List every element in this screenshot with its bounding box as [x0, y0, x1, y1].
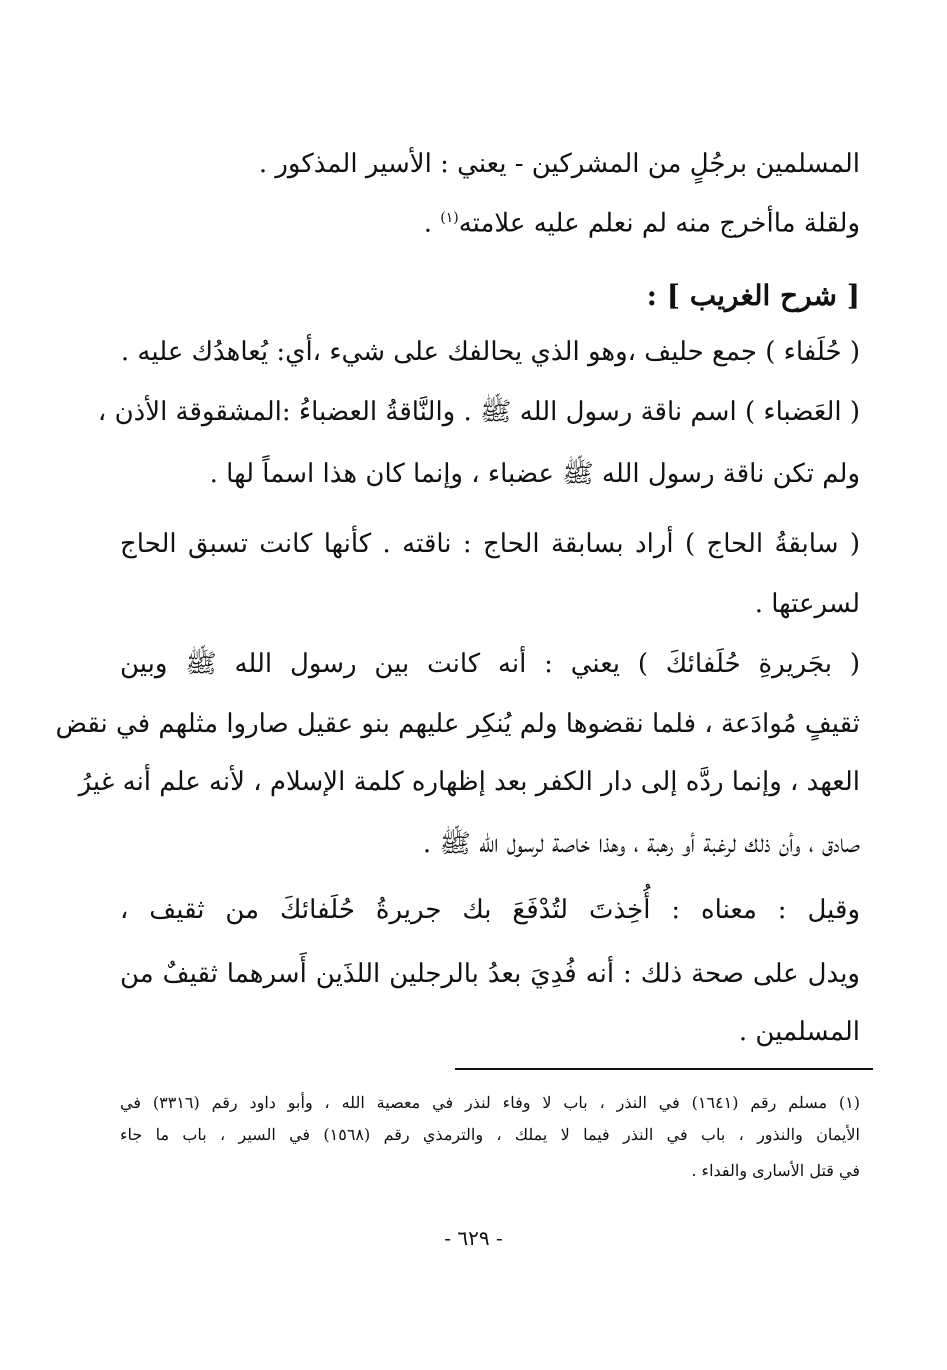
- footnote-line-3: في قتل الأسارى والفداء .: [691, 1161, 860, 1180]
- footnote-line-1: (١) مسلم رقم (١٦٤١) في النذر ، باب لا وفاء لنذر في معصية الله ، وأبو داود رقم (٣٣١٦) في: [120, 1093, 861, 1112]
- body-line-15: المسلمين .: [738, 1017, 860, 1047]
- page-number: - ٦٢٩ -: [444, 1226, 503, 1250]
- body-line-12: صادق ، وأن ذلك لرغبة أو رهبة ، وهذا خاصة لرسول الله ﷺ .: [422, 829, 860, 859]
- body-line-1: المسلمين برجُلٍ من المشركين - يعني : الأسير المذكور .: [258, 149, 860, 179]
- body-line-14: ويدل على صحة ذلك : أنه فُدِيَ بعدُ بالرجلين اللذَين أَسرهما ثقيفٌ من: [120, 959, 860, 989]
- body-line-11: العهد ، وإنما ردَّه إلى دار الكفر بعد إظهاره كلمة الإسلام ، لأنه علم أنه غيرُ: [78, 767, 860, 797]
- footnote-reference: (١): [440, 210, 459, 226]
- body-line-8: لسرعتها .: [754, 589, 860, 619]
- footnote-line-2: الأيمان والنذور ، باب في النذر فيما لا يملك ، والترمذي رقم (١٥٦٨) في السير ، باب ما جاء: [120, 1125, 861, 1144]
- body-line-13: وقيل : معناه : أُخِذتَ لتُدْفَعَ بك جريرةُ حُلَفائكَ من ثقيف ،: [120, 895, 861, 925]
- body-line-5: ( العَضباء ) اسم ناقة رسول الله ﷺ . والنَّاقةُ العضباءُ :المشقوقة الأذن ،: [97, 397, 860, 427]
- body-line-4: ( حُلَفاء ) جمع حليف ،وهو الذي يحالفك على شيء ،أي: يُعاهدُك عليه .: [120, 337, 860, 367]
- body-line-2: ولقلة ماأخرج منه لم نعلم عليه علامته$^{(١)}$ .: [423, 208, 860, 239]
- body-line-9: ( بجَريرةِ حُلَفائكَ ) يعني : أنه كانت بين رسول الله ﷺ وبين: [120, 649, 860, 679]
- body-line-7: ( سابقةُ الحاج ) أراد بسابقة الحاج : ناقته . كأنها كانت تسبق الحاج: [120, 529, 860, 559]
- footnotes: [55, 0, 861, 1200]
- section-heading: [ شرح الغريب ] :: [646, 279, 860, 312]
- body-line-6: ولم تكن ناقة رسول الله ﷺ عضباء ، وإنما كان هذا اسماً لها .: [209, 459, 860, 489]
- body-line-10: ثقيفٍ مُوادَعة ، فلما نقضوها ولم يُنكِر عليهم بنو عقيل صاروا مثلهم في نقض: [55, 709, 860, 739]
- body-line-2-text: ولقلة ماأخرج منه لم نعلم عليه علامته: [458, 208, 860, 239]
